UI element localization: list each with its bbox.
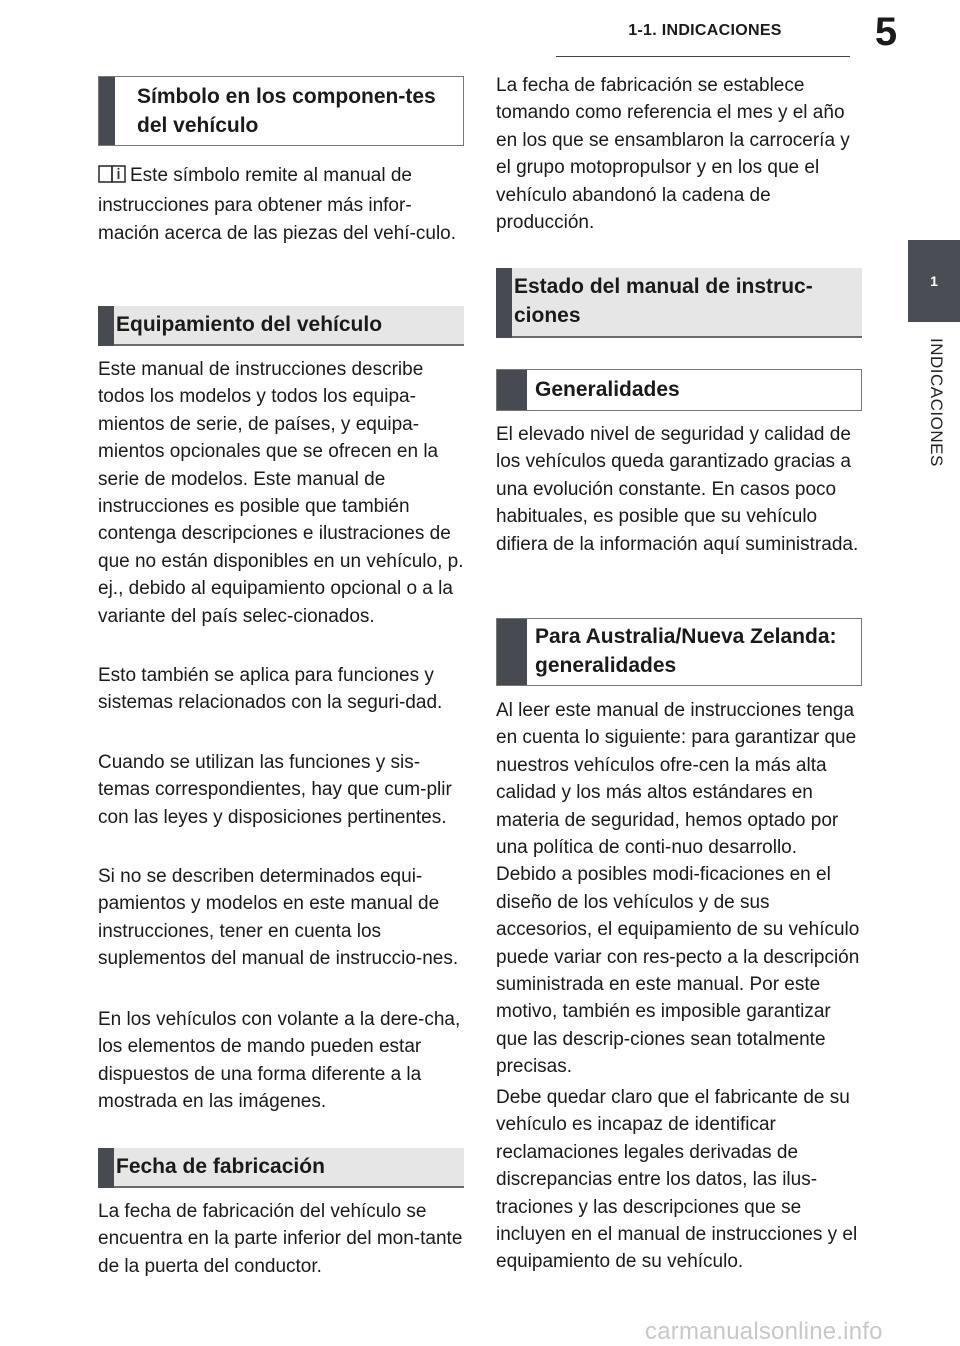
equipment-paragraph-4: Si no se describen determinados equi-pamientos y modelos en este manual de instrucciones, tener en cuenta los suplementos del manual de instruccio-nes. — [98, 866, 459, 970]
equipment-paragraph-2: Esto también se aplica para funciones y sistemas relacionados con la seguri-dad. — [98, 665, 443, 714]
side-chapter-label: INDICACIONES — [927, 338, 946, 467]
section-title: Fecha de fabricación — [116, 1155, 325, 1178]
australia-paragraph-1: Al leer este manual de instrucciones tenga en cuenta lo siguiente: para garantizar que nuestros vehículos ofre-cen la más alta calidad y los más altos estándares en materia de seguridad, hemos optado por una política de conti-nuo desarrollo. Debido a posibles modi-ficaciones en el diseño de los vehículos y de sus accesorios, el equipamiento de su vehículo puede variar con res-pecto a la descripción suministrada en este manual. Por este motivo, también es imposible garantizar que las descrip-ciones sean totalmente precisas. — [496, 700, 860, 1078]
manual-book-icon — [98, 164, 128, 192]
page-number: 5 — [874, 10, 898, 54]
manufacture-date-continued: La fecha de fabricación se establece tomando como referencia el mes y el año en los que se ensamblaron la carrocería y el grupo motopropulsor y en los que el vehículo abandonó la cadena de producción. — [496, 75, 850, 234]
equipment-paragraph-1: Este manual de instrucciones describe todos los modelos y todos los equipa-mientos de serie, de países, y equipa-mientos opcionales que se ofrecen en la serie de modelos. Este manual de instrucciones es posible que también contenga descripciones e ilustraciones de que no están disponibles en un vehículo, p. ej., debido al equipamiento opcional o a la variante del país selec-cionados. — [98, 359, 464, 627]
section-heading-manual-status — [496, 268, 862, 338]
section-title: Generalidades — [535, 378, 680, 401]
watermark: carmanualsonline.info — [645, 1318, 883, 1345]
section-bar — [98, 306, 114, 346]
section-heading-general — [496, 369, 862, 411]
header-divider — [556, 56, 850, 57]
vehicle-symbol-paragraph — [98, 162, 468, 247]
section-heading-equipment — [98, 306, 464, 346]
section-bar — [496, 268, 512, 338]
section-title: Para Australia/Nueva Zelanda: generalidades — [535, 625, 837, 677]
section-bar — [99, 77, 115, 145]
section-title: Símbolo en los componen-tes del vehículo — [137, 85, 436, 137]
equipment-paragraph-3: Cuando se utilizan las funciones y sis-temas correspondientes, hay que cum-plir con las leyes y disposiciones pertinentes. — [98, 752, 452, 828]
side-tab-number: 1 — [930, 273, 938, 289]
section-heading-australia — [496, 618, 862, 686]
section-bar — [497, 370, 527, 410]
vehicle-symbol-text: Este símbolo remite al manual de instrucciones para obtener más infor-mación acerca de las piezas del vehí-culo. — [98, 165, 457, 244]
section-heading-manufacture-date — [98, 1148, 464, 1188]
equipment-paragraph-5: En los vehículos con volante a la dere-cha, los elementos de mando pueden estar dispuestos de una forma diferente a la mostrada en las imágenes. — [98, 1009, 461, 1113]
general-paragraph: El elevado nivel de seguridad y calidad de los vehículos queda garantizado gracias a una evolución constante. En casos poco habituales, es posible que su vehículo difiera de la información aquí suministrada. — [496, 424, 859, 555]
manufacture-date-paragraph: La fecha de fabricación del vehículo se encuentra en la parte inferior del mon-tante de la puerta del conductor. — [98, 1201, 463, 1277]
section-bar — [98, 1148, 114, 1188]
section-title: Equipamiento del vehículo — [116, 313, 383, 336]
chapter-title: 1-1. INDICACIONES — [628, 22, 782, 39]
side-chapter-tab — [908, 240, 960, 322]
section-heading-vehicle-symbol — [98, 76, 464, 146]
australia-paragraph-2: Debe quedar claro que el fabricante de su vehículo es incapaz de identificar reclamaciones legales derivadas de discrepancias entre los datos, las ilus-traciones y las descripciones que se incluyen en el manual de instrucciones y el equipamiento de su vehículo. — [496, 1087, 858, 1273]
section-bar — [497, 619, 527, 685]
section-title: Estado del manual de instruc-ciones — [514, 275, 813, 327]
